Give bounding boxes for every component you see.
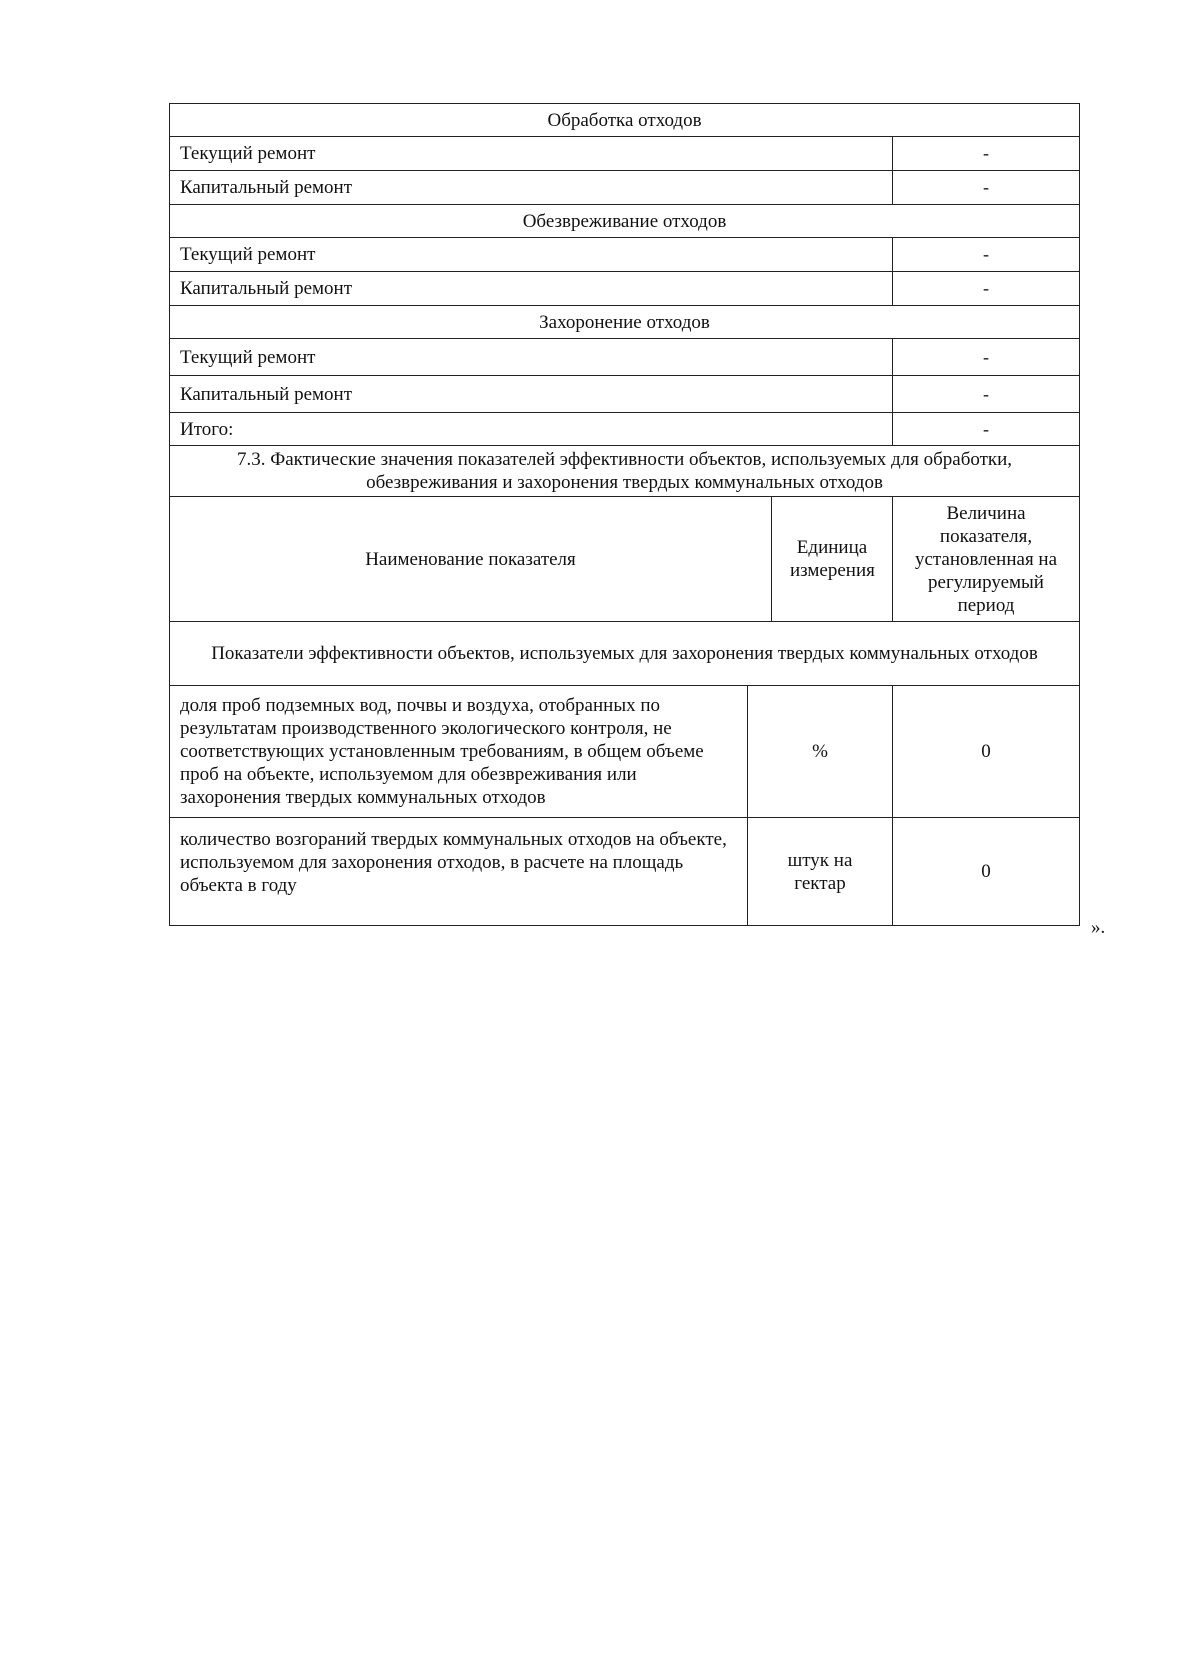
- row-label: Текущий ремонт: [170, 339, 893, 376]
- column-header-value: Величина показателя, установленная на регулируемый период: [893, 497, 1080, 622]
- indicator-group-row: [170, 622, 1080, 686]
- document-sheet: [169, 103, 1079, 926]
- row-value: -: [893, 137, 1080, 171]
- section-title: Обезвреживание отходов: [170, 205, 1080, 238]
- row-label: Капитальный ремонт: [170, 272, 893, 306]
- indicator-name: количество возгораний твердых коммунальных отходов на объекте, используемом для захоронения отходов, в расчете на площадь объекта в году: [170, 818, 748, 926]
- table-row: [170, 376, 1080, 413]
- indicator-row: [170, 686, 1080, 818]
- repair-and-indicators-table: [169, 103, 1080, 926]
- column-header-name: Наименование показателя: [170, 497, 772, 622]
- indicator-value: 0: [893, 686, 1080, 818]
- row-label: Капитальный ремонт: [170, 376, 893, 413]
- row-value: -: [893, 238, 1080, 272]
- row-label: Текущий ремонт: [170, 238, 893, 272]
- indicator-row: [170, 818, 1080, 926]
- column-header-unit: Единица измерения: [772, 497, 893, 622]
- row-value: -: [893, 171, 1080, 205]
- row-label: Текущий ремонт: [170, 137, 893, 171]
- section-header-row: [170, 205, 1080, 238]
- subsection-heading: 7.3. Фактические значения показателей эффективности объектов, используемых для обработки, обезвреживания и захоронения твердых коммунальных отходов: [170, 446, 1080, 497]
- indicator-unit: %: [748, 686, 893, 818]
- closing-quote-mark: ».: [1091, 917, 1106, 938]
- table-row: [170, 272, 1080, 306]
- indicator-unit: штук на гектар: [748, 818, 893, 926]
- indicator-group-title: Показатели эффективности объектов, используемых для захоронения твердых коммунальных отходов: [170, 622, 1080, 686]
- indicator-header-row: [170, 497, 1080, 622]
- total-row: [170, 413, 1080, 446]
- section-header-row: [170, 306, 1080, 339]
- section-title: Обработка отходов: [170, 104, 1080, 137]
- table-row: [170, 238, 1080, 272]
- subsection-heading-row: [170, 446, 1080, 497]
- table-row: [170, 171, 1080, 205]
- indicator-name: доля проб подземных вод, почвы и воздуха, отобранных по результатам производственного экологического контроля, не соответствующих установленным требованиям, в общем объеме проб на объекте, используемом для обезвреживания или захоронения твердых коммунальных отходов: [170, 686, 748, 818]
- total-label: Итого:: [170, 413, 893, 446]
- table-row: [170, 137, 1080, 171]
- section-title: Захоронение отходов: [170, 306, 1080, 339]
- row-value: -: [893, 376, 1080, 413]
- row-label: Капитальный ремонт: [170, 171, 893, 205]
- row-value: -: [893, 272, 1080, 306]
- indicator-value: 0: [893, 818, 1080, 926]
- total-value: -: [893, 413, 1080, 446]
- section-header-row: [170, 104, 1080, 137]
- table-row: [170, 339, 1080, 376]
- row-value: -: [893, 339, 1080, 376]
